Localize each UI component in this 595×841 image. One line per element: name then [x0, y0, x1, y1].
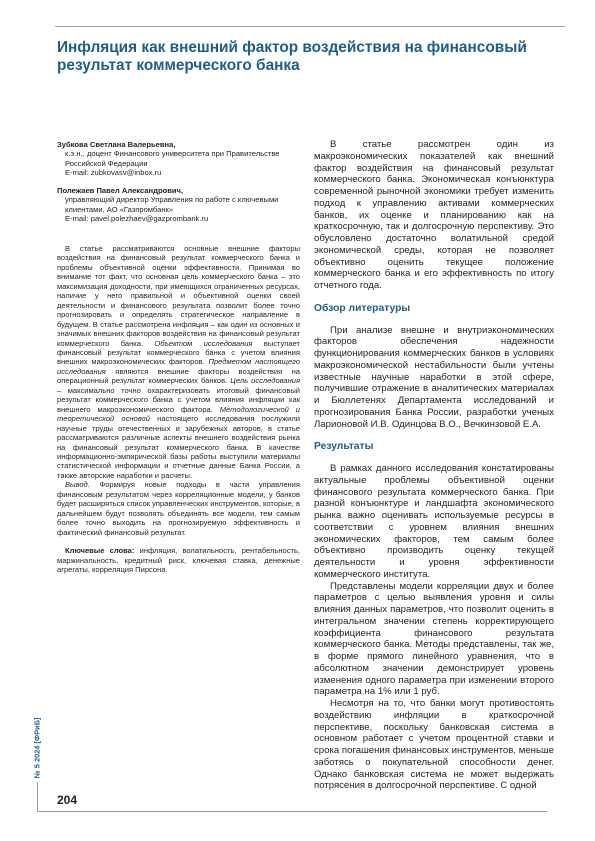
issue-text: № 5 2024 [ФРиБ] [32, 717, 42, 779]
footer-vertical-rule [37, 782, 38, 812]
author-email: E-mail: pavel.polezhaev@gazprombank.ru [65, 214, 209, 224]
method-label: Методологической и теоретической основой [57, 404, 300, 424]
issue-label [30, 717, 44, 779]
article-title: Инфляция как внешний фактор воздействия на финансовый результат коммерческого банка [57, 39, 527, 74]
abstract [57, 244, 300, 574]
author-2 [57, 186, 302, 223]
section-heading-literature: Обзор литературы [314, 302, 411, 314]
author-email: E-mail: zubkovasv@inbox.ru [65, 167, 162, 177]
top-rule [55, 26, 565, 27]
literature-paragraph: При анализе внешне и внутриэкономических факторов обеспечения надежности функционирования коммерческих банков в условиях макроэкономической нестабильности были учтены известные научные наработки в этой сфере, получившие отражение в аналитических материалах и Бюллетенях Департамента исследований и прогнозирования Банка России, разработки ученых Ларионовой И.В. Одинцова В.О., Вечкинзовой Е.А. [314, 324, 554, 430]
author-affiliation: клиентами, АО «Газпромбанк» [65, 204, 174, 214]
abstract-conclusion: Вывод. Формируя новые подходы в части управления финансовым результатом через корреляционные модели, у банков будет расширяться список управленческих инструментов, которые, в дальнейшем будут позволять объединять все модели, тем самым более точно выходить на прогнозируемую эффективность и фактический финансовый результат. [57, 480, 300, 537]
conclusion-label: Вывод. [65, 480, 90, 490]
bottom-rule [37, 811, 547, 812]
author-name: Полежаев Павел Александрович, [57, 186, 184, 196]
object-label: Объектом исследования [154, 338, 253, 348]
section-heading-results: Результаты [314, 441, 374, 453]
goal-label: Цель исследования [230, 376, 300, 386]
results-paragraph: Несмотря на то, что банки могут противостоять воздействию инфляции в краткосрочной перспективе, поскольку банковская система в основном работает с учетом процентной ставки и срока погашения финансовых инструментов, меньше заботясь о покупательной способности денег. Однако банковская система не может выдержать потрясения в долгосрочной перспективе. С одной [314, 698, 554, 792]
page-number: 204 [57, 793, 78, 807]
keywords: Ключевые слова: инфляция, волатильность, рентабельность, маржинальность, кредитный риск, ключевая ставка, денежные агрегаты, корреляция Пирсона. [57, 546, 300, 574]
keywords-label: Ключевые слова: [65, 546, 135, 556]
author-name: Зубкова Светлана Валерьевна, [57, 140, 176, 149]
authors-block [57, 140, 302, 232]
intro-paragraph: В статье рассмотрен один из макроэкономических показателей как внешний фактор воздействия на финансовый результат коммерческого банка. Экономическая конъюнктура современной рыночной экономики требует изменить подход к управлению активами коммерческих банков, их оценке и планированию как на краткосрочную, так и долгосрочную перспективу. Это обусловлено достаточно волатильной средой экономической среды, которая не позволяет объективно оценить текущее положение коммерческого банка и его эффективность по итогу отчетного года. [314, 139, 554, 291]
author-affiliation: управляющий директор Управления по работе с ключевыми [65, 195, 279, 205]
results-paragraph: Представлены модели корреляции двух и более параметров с целью выявления уровня и силы влияния данных параметров, что позволит оценить в интегральном значении степень корректирующего коэффициента финансового результата коммерческого банка. Методы представлены, так же, в форме прямого линейного уравнения, что в абсолютном значении демонстрирует уровень изменения одного параметра при изменении второго параметра на 1% или 1 руб. [314, 580, 554, 698]
author-affiliation: к.э.н., доцент Финансового университета при Правительстве [65, 149, 280, 159]
subject-label: Предметом настоящего исследования [57, 357, 301, 376]
author-affiliation: Российской Федерации [65, 158, 148, 168]
author-1 [57, 140, 302, 177]
abstract-paragraph: В статье рассматриваются основные внешние факторы воздействия на финансовый результат коммерческого банка и проблемы объективной оценки эффективности. Принимая во внимание тот факт, что основная цель коммерческого банка – это максимизация доходности, при имеющихся ограниченных ресурсах, наличие у него правильной и объективной оценки своей деятельности и финансового результата позволит более точно прогнозировать и определять стратегическое направление в будущем. В статье рассмотрена инфляция – как один из основных и значимых внешних факторов воздействия на финансовый результат коммерческого банка. Объектом исследования выступает финансовый результат коммерческого банка с учетом влияния внешних макроэкономических факторов. Предметом настоящего исследования являются внешние факторы воздействия на операционный результат коммерческих банков. Цель исследования – максимально точно охарактеризовать итоговый финансовый результат коммерческого банка с учетом влияния инфляции как внешнего макроэкономического фактора. Методологической и теоретической основой настоящего исследования послужили научные труды отечественных и зарубежных авторов, в статье рассматриваются различные аспекты внешнего воздействия рынка на финансовый результат коммерческого банка. В качестве информационно-эмпирической базы работы выступили материалы статистической информации и отчетные данные Банка России, а также авторские наработки и расчеты. [57, 244, 301, 480]
results-paragraph: В рамках данного исследования констатированы актуальные проблемы объективной оценки финансового результата коммерческого банка. При разной конъюнктуре и ландшафта экономического рынка важно оценивать используемые ресурсы в соответствии с уровнем влияния внешних экономических факторов, тем самым более объективно производить оценку текущей деятельности и уровня эффективности коммерческого института. [314, 463, 554, 580]
main-text [314, 139, 554, 792]
